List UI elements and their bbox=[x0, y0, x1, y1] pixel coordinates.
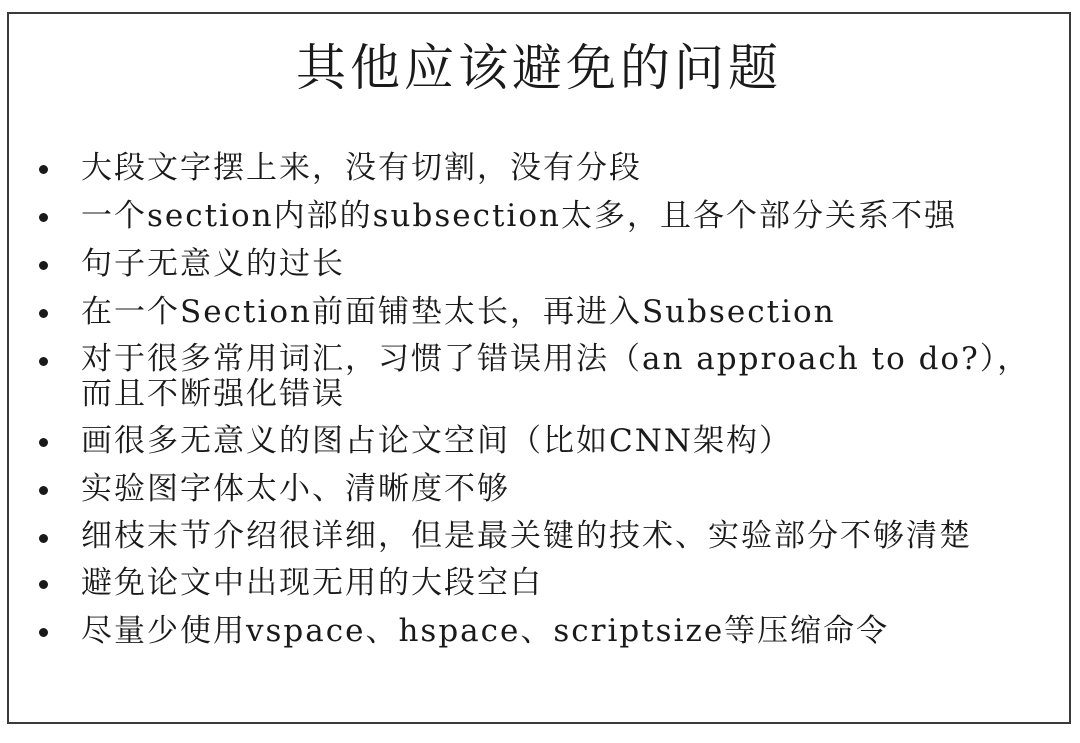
bullet-item bbox=[35, 150, 1055, 187]
bullet-text: 实验图字体太小、清晰度不够 bbox=[81, 471, 510, 507]
bullet-text: 句子无意义的过长 bbox=[81, 246, 345, 282]
bullet-item bbox=[35, 519, 1055, 554]
bullet-item bbox=[35, 246, 1055, 283]
bullet-text: 细枝末节介绍很详细，但是最关键的技术、实验部分不够清楚 bbox=[81, 518, 972, 554]
bullet-dot-icon bbox=[39, 261, 48, 270]
bullet-text: 尽量少使用vspace、hspace、scriptsize等压缩命令 bbox=[81, 613, 890, 649]
bullet-item bbox=[35, 613, 1055, 650]
bullet-item bbox=[35, 471, 1055, 508]
bullet-text: 一个section内部的subsection太多，且各个部分关系不强 bbox=[81, 198, 957, 234]
bullet-text: 大段文字摆上来，没有切割，没有分段 bbox=[81, 150, 642, 186]
bullet-text: 画很多无意义的图占论文空间（比如CNN架构） bbox=[81, 423, 792, 459]
bullet-dot-icon bbox=[39, 309, 48, 318]
bullet-dot-icon bbox=[39, 357, 48, 366]
bullet-dot-icon bbox=[39, 165, 48, 174]
bullet-item bbox=[35, 565, 1055, 602]
bullet-dot-icon bbox=[39, 486, 48, 495]
bullet-list bbox=[35, 150, 1055, 661]
slide-frame bbox=[7, 12, 1071, 724]
bullet-dot-icon bbox=[39, 438, 48, 447]
bullet-text: 避免论文中出现无用的大段空白 bbox=[81, 565, 543, 601]
bullet-text: 对于很多常用词汇，习惯了错误用法（an approach to do?），而且不断强化错误 bbox=[81, 341, 1031, 412]
bullet-dot-icon bbox=[39, 213, 48, 222]
bullet-item bbox=[35, 198, 1055, 235]
slide-title: 其他应该避免的问题 bbox=[296, 39, 782, 97]
bullet-item bbox=[35, 294, 1055, 331]
bullet-dot-icon bbox=[39, 534, 48, 543]
bullet-dot-icon bbox=[39, 580, 48, 589]
bullet-text: 在一个Section前面铺垫太长，再进入Subsection bbox=[81, 294, 836, 330]
bullet-item bbox=[35, 423, 1055, 460]
bullet-dot-icon bbox=[39, 628, 48, 637]
bullet-item bbox=[35, 342, 1055, 412]
